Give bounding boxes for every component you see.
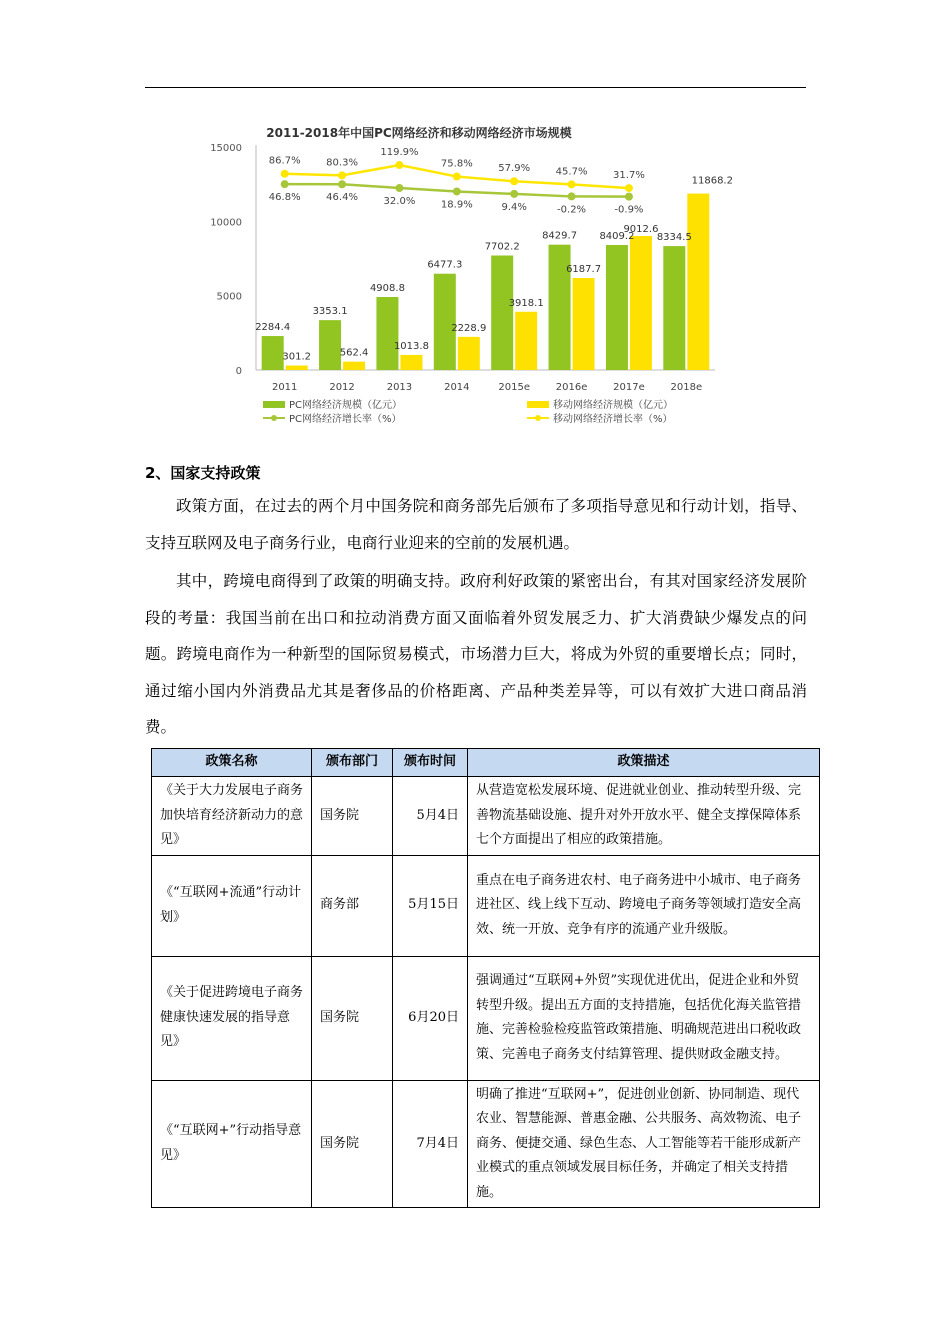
table-header-row <box>152 749 820 777</box>
growth-data-label: 45.7% <box>555 166 588 178</box>
bar <box>606 245 628 370</box>
growth-point <box>281 180 289 188</box>
growth-point <box>510 190 518 198</box>
chart-title: 2011-2018年中国PC网络经济和移动网络经济市场规模 <box>266 126 572 140</box>
policy-name: 《“互联网+”行动指导意见》 <box>152 1080 312 1208</box>
section-heading: 2、国家支持政策 <box>145 464 261 482</box>
table-row <box>152 855 820 956</box>
legend-label: 移动网络经济增长率（%） <box>553 414 673 425</box>
bar <box>573 278 595 370</box>
bar-data-label: 4908.8 <box>369 283 405 295</box>
header-description: 政策描述 <box>468 749 820 777</box>
legend-label: PC网络经济规模（亿元） <box>289 400 403 411</box>
growth-point <box>453 173 461 181</box>
growth-point <box>281 170 289 178</box>
policy-description: 重点在电子商务进农村、电子商务进中小城市、电子商务进社区、线上线下互动、跨境电子商务等领域打造安全高效、统一开放、竞争有序的流通产业升级版。 <box>468 855 820 956</box>
growth-data-label: -0.2% <box>557 204 587 216</box>
bar <box>687 194 709 370</box>
bar <box>491 255 513 370</box>
bar <box>458 337 480 370</box>
growth-data-label: 75.8% <box>440 158 473 170</box>
paragraph-policy-overview: 政策方面，在过去的两个月中国务院和商务部先后颁布了多项指导意见和行动计划，指导、支持互联网及电子商务行业，电商行业迎来的空前的发展机遇。 <box>145 497 807 552</box>
bar <box>319 320 341 370</box>
y-tick-label: 15000 <box>210 143 242 154</box>
growth-data-label: 46.4% <box>326 192 358 204</box>
growth-point <box>338 171 346 179</box>
bar <box>262 336 284 370</box>
growth-data-label: 18.9% <box>440 199 473 211</box>
x-tick-label: 2018e <box>670 382 703 393</box>
growth-data-label: 80.3% <box>326 157 358 169</box>
y-tick-label: 0 <box>235 366 242 377</box>
header-rule <box>145 87 806 88</box>
bar-data-label: 562.4 <box>339 347 369 359</box>
growth-point <box>510 177 518 185</box>
legend-marker <box>535 415 541 421</box>
bar-data-label: 8429.7 <box>542 230 578 242</box>
growth-point <box>453 187 461 195</box>
bar <box>434 274 456 370</box>
policy-name: 《关于促进跨境电子商务健康快速发展的指导意见》 <box>152 956 312 1080</box>
policy-name: 《“互联网+流通”行动计划》 <box>152 855 312 956</box>
table-row <box>152 777 820 856</box>
policy-description: 从营造宽松发展环境、促进就业创业、推动转型升级、完善物流基础设施、提升对外开放水平、健全支撑保障体系七个方面提出了相应的政策措施。 <box>468 777 820 856</box>
policy-department: 商务部 <box>312 855 393 956</box>
policy-department: 国务院 <box>312 956 393 1080</box>
growth-point <box>625 193 633 201</box>
legend-label: PC网络经济增长率（%） <box>289 414 402 425</box>
growth-data-label: 119.9% <box>380 147 419 159</box>
policy-description: 明确了推进“互联网+”，促进创业创新、协同制造、现代农业、智慧能源、普惠金融、公共服务、高效物流、电子商务、便捷交通、绿色生态、人工智能等若干能形成新产业模式的重点领域发展目标任务，并确定了相关支持措施。 <box>468 1080 820 1208</box>
legend-marker <box>271 415 277 421</box>
y-tick-label: 10000 <box>210 217 242 229</box>
bar <box>376 297 398 370</box>
x-tick-label: 2017e <box>613 382 645 393</box>
bar <box>343 362 365 370</box>
legend-swatch <box>527 401 549 408</box>
policy-description: 强调通过“互联网+外贸”实现优进优出，促进企业和外贸转型升级。提出五方面的支持措施，包括优化海关监管措施、完善检验检疫监管政策措施、明确规范进出口税收政策、完善电子商务支付结算管理、提供财政金融支持。 <box>468 956 820 1080</box>
policy-date: 5月15日 <box>393 855 468 956</box>
y-tick-label: 5000 <box>216 291 242 303</box>
bar-data-label: 3353.1 <box>312 306 348 318</box>
policy-table <box>151 748 820 1208</box>
x-tick-label: 2012 <box>329 382 355 393</box>
market-size-chart <box>195 110 735 435</box>
bar-data-label: 3918.1 <box>508 297 544 309</box>
growth-data-label: 9.4% <box>501 201 527 213</box>
x-tick-label: 2013 <box>386 382 413 393</box>
x-tick-label: 2016e <box>555 382 588 393</box>
growth-point <box>568 192 576 200</box>
growth-data-label: 31.7% <box>613 170 645 182</box>
growth-data-label: -0.9% <box>614 204 644 216</box>
legend-swatch <box>263 401 285 408</box>
x-tick-label: 2011 <box>271 382 298 393</box>
policy-department: 国务院 <box>312 1080 393 1208</box>
policy-department: 国务院 <box>312 777 393 856</box>
bar <box>663 246 685 370</box>
bar <box>515 312 537 370</box>
policy-date: 6月20日 <box>393 956 468 1080</box>
policy-date: 5月4日 <box>393 777 468 856</box>
bar-data-label: 301.2 <box>282 351 312 363</box>
header-date: 颁布时间 <box>393 749 468 777</box>
bar-data-label: 9012.6 <box>623 224 659 236</box>
growth-point <box>625 184 633 192</box>
bar-data-label: 6477.3 <box>427 259 463 271</box>
growth-data-label: 32.0% <box>383 196 416 208</box>
legend-label: 移动网络经济规模（亿元） <box>553 400 673 411</box>
x-tick-label: 2015e <box>498 382 530 393</box>
bar-data-label: 2228.9 <box>451 322 487 334</box>
x-tick-label: 2014 <box>444 382 470 393</box>
paragraph-cross-border: 其中，跨境电商得到了政策的明确支持。政府利好政策的紧密出台，有其对国家经济发展阶段的考量：我国当前在出口和拉动消费方面又面临着外贸发展乏力、扩大消费缺少爆发点的问题。跨境电商作为一种新型的国际贸易模式，市场潜力巨大，将成为外贸的重要增长点；同时，通过缩小国内外消费品尤其是奢侈品的价格距离、产品种类差异等，可以有效扩大进口商品消费。 <box>145 572 807 736</box>
growth-data-label: 46.8% <box>268 192 301 204</box>
growth-data-label: 86.7% <box>268 155 301 167</box>
policy-name: 《关于大力发展电子商务加快培育经济新动力的意见》 <box>152 777 312 856</box>
bar <box>630 236 652 370</box>
header-department: 颁布部门 <box>312 749 393 777</box>
bar-data-label: 8334.5 <box>656 232 692 244</box>
bar-data-label: 1013.8 <box>393 340 429 352</box>
bar <box>286 366 308 370</box>
growth-point <box>338 180 346 188</box>
growth-point <box>395 184 403 192</box>
bar <box>400 355 422 370</box>
policy-date: 7月4日 <box>393 1080 468 1208</box>
bar-data-label: 6187.7 <box>566 264 602 276</box>
header-policy-name: 政策名称 <box>152 749 312 777</box>
growth-point <box>395 161 403 169</box>
table-row <box>152 956 820 1080</box>
growth-point <box>568 180 576 188</box>
bar-data-label: 7702.2 <box>484 241 520 253</box>
bar-data-label: 11868.2 <box>691 175 733 187</box>
growth-data-label: 57.9% <box>498 163 531 175</box>
bar-data-label: 8409.2 <box>599 230 635 242</box>
bar-data-label: 2284.4 <box>255 322 291 334</box>
table-row <box>152 1080 820 1208</box>
